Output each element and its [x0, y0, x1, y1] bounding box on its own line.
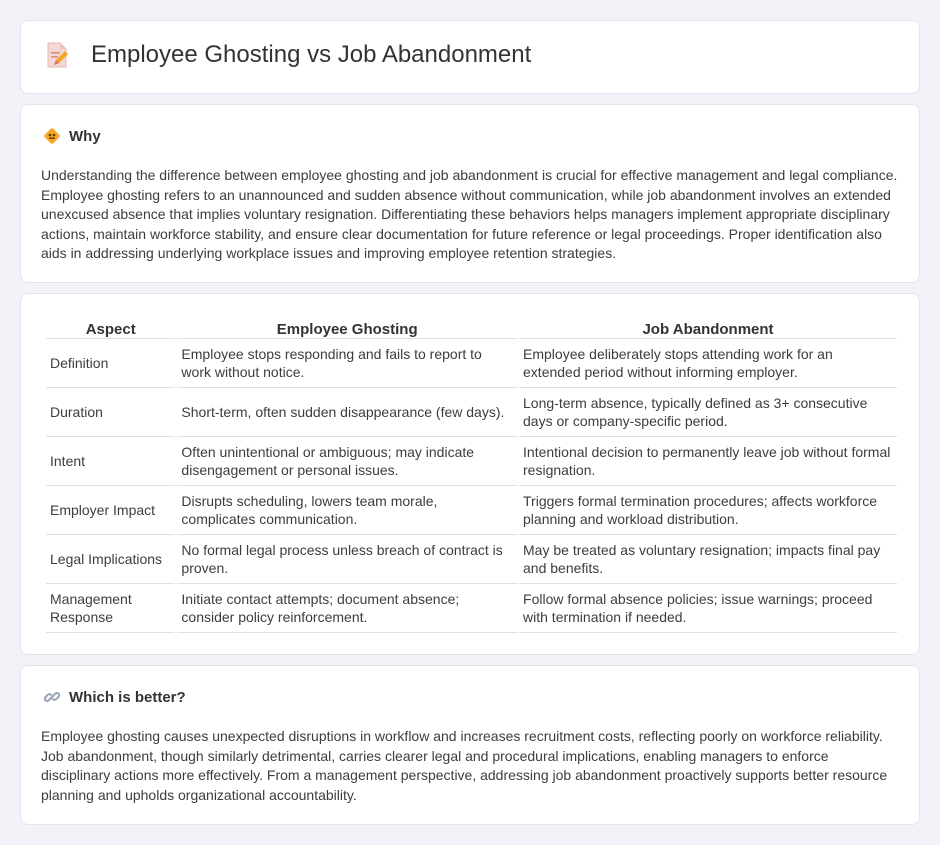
column-header-aspect: Aspect [46, 316, 175, 339]
better-paragraph: Employee ghosting causes unexpected disruptions in workflow and increases recruitment costs, reflecting poorly on workforce reliability. Job abandonment, though similarly detrimental, carries clearer legal and procedural implications, enabling managers to enforce disciplinary actions more effectively. From a management perspective, addressing job abandonment proactively supports better resource planning and upholds organizational accountability. [41, 728, 888, 803]
link-icon [43, 688, 61, 706]
aspect-cell: Management Response [46, 584, 175, 633]
comparison-section [20, 293, 920, 655]
abandonment-cell: Follow formal absence policies; issue warnings; proceed with termination if needed. [519, 584, 897, 633]
abandonment-cell: Triggers formal termination procedures; affects workforce planning and workload distribution. [519, 486, 897, 535]
why-heading [43, 127, 101, 145]
aspect-cell: Legal Implications [46, 535, 175, 584]
abandonment-cell: Employee deliberately stops attending work for an extended period without informing employer. [519, 339, 897, 388]
better-heading [43, 688, 186, 706]
column-header-job-abandonment: Job Abandonment [519, 316, 897, 339]
ghosting-cell: No formal legal process unless breach of contract is proven. [177, 535, 517, 584]
comparison-table [44, 316, 899, 633]
table-row [46, 486, 897, 535]
table-row [46, 535, 897, 584]
why-section [20, 104, 920, 283]
ghosting-cell: Disrupts scheduling, lowers team morale, complicates communication. [177, 486, 517, 535]
abandonment-cell: Intentional decision to permanently leave job without formal resignation. [519, 437, 897, 486]
ghosting-cell: Often unintentional or ambiguous; may indicate disengagement or personal issues. [177, 437, 517, 486]
title-card [20, 20, 920, 94]
document-pencil-icon [45, 41, 69, 69]
which-is-better-section [20, 665, 920, 825]
better-title: Which is better? [69, 688, 186, 706]
abandonment-cell: Long-term absence, typically defined as 3+ consecutive days or company-specific period. [519, 388, 897, 437]
column-header-employee-ghosting: Employee Ghosting [177, 316, 517, 339]
table-row [46, 584, 897, 633]
table-header-row [46, 316, 897, 339]
warning-sign-icon [43, 127, 61, 145]
why-title: Why [69, 127, 101, 145]
ghosting-cell: Short-term, often sudden disappearance (few days). [177, 388, 517, 437]
abandonment-cell: May be treated as voluntary resignation; impacts final pay and benefits. [519, 535, 897, 584]
ghosting-cell: Employee stops responding and fails to report to work without notice. [177, 339, 517, 388]
table-row [46, 339, 897, 388]
page-header [45, 41, 531, 69]
aspect-cell: Intent [46, 437, 175, 486]
aspect-cell: Employer Impact [46, 486, 175, 535]
table-row [46, 388, 897, 437]
table-row [46, 437, 897, 486]
ghosting-cell: Initiate contact attempts; document absence; consider policy reinforcement. [177, 584, 517, 633]
aspect-cell: Duration [46, 388, 175, 437]
page-title: Employee Ghosting vs Job Abandonment [91, 41, 532, 68]
aspect-cell: Definition [46, 339, 175, 388]
why-paragraph: Understanding the difference between employee ghosting and job abandonment is crucial for effective management and legal compliance. Employee ghosting refers to an unannounced and sudden absence without communication, while job abandonment involves an extended unexcused absence that implies voluntary resignation. Differentiating these behaviors helps managers implement appropriate disciplinary actions, maintain workforce stability, and ensure clear documentation for future reference or legal proceedings. Proper identification also aids in addressing underlying workplace issues and improving employee retention strategies. [41, 167, 898, 262]
